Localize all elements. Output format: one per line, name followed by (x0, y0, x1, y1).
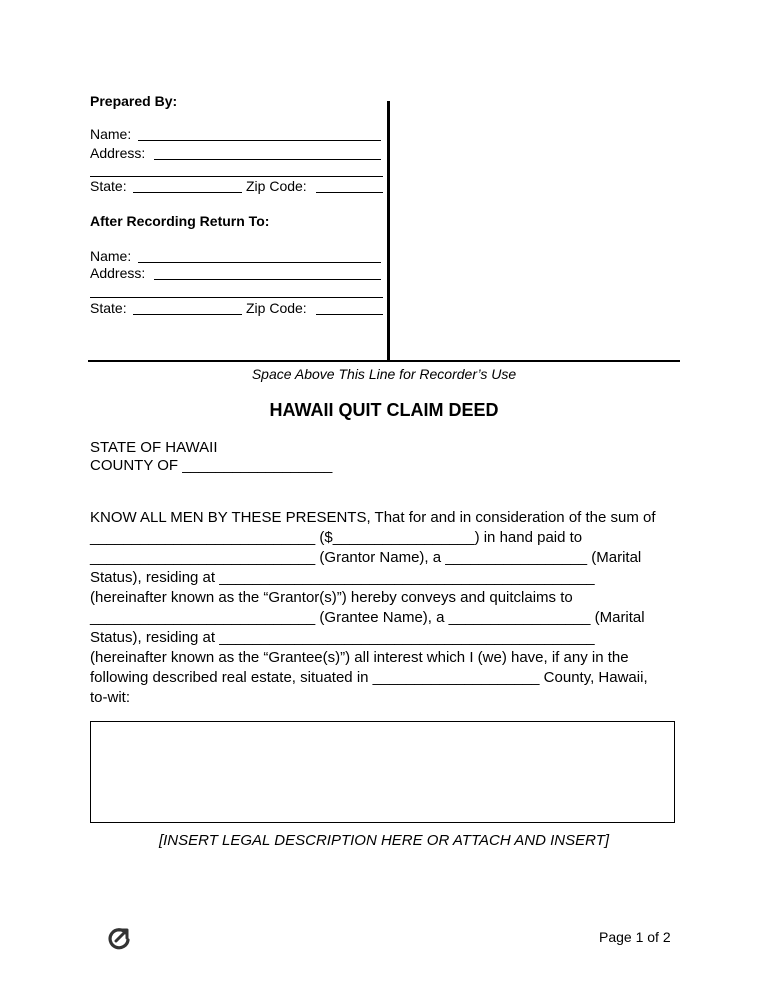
return-to-heading: After Recording Return To: (90, 213, 270, 229)
recorder-box-vertical-divider (387, 101, 390, 361)
body-line: to-wit: (90, 689, 131, 706)
body-line: Status), residing at _____________________________________________ (90, 569, 595, 586)
return-to-state-label: State: (90, 300, 127, 316)
county-line: COUNTY OF __________________ (90, 457, 333, 474)
body-line: ___________________________ (Grantor Name), a _________________ (Marital (90, 549, 642, 566)
return-to-zip-label: Zip Code: (246, 300, 307, 316)
return-to-state-field[interactable] (133, 314, 242, 315)
prepared-by-name-label: Name: (90, 126, 132, 142)
prepared-by-zip-field[interactable] (316, 192, 383, 193)
return-to-address-line-2[interactable] (90, 297, 383, 298)
return-to-address-label: Address: (90, 265, 146, 281)
prepared-by-address-line-2[interactable] (90, 176, 383, 177)
legal-description-note: [INSERT LEGAL DESCRIPTION HERE OR ATTACH AND INSERT] (158, 832, 610, 849)
body-line: ___________________________ ($_________________) in hand paid to (90, 529, 583, 546)
body-line: following described real estate, situated in ____________________ County, Hawaii, (90, 669, 648, 686)
page-number: Page 1 of 2 (599, 929, 671, 945)
recorder-use-note: Space Above This Line for Recorder’s Use (251, 366, 517, 382)
prepared-by-name-field[interactable] (138, 140, 381, 141)
prepared-by-address-field[interactable] (154, 159, 381, 160)
return-to-address-field[interactable] (154, 279, 381, 280)
document-title: HAWAII QUIT CLAIM DEED (269, 400, 499, 420)
body-line: KNOW ALL MEN BY THESE PRESENTS, That for and in consideration of the sum of (90, 509, 656, 526)
prepared-by-heading: Prepared By: (90, 93, 178, 109)
body-line: (hereinafter known as the “Grantee(s)”) all interest which I (we) have, if any in the (90, 649, 629, 666)
refresh-arrow-logo-icon (106, 925, 132, 951)
body-line: Status), residing at _____________________________________________ (90, 629, 595, 646)
legal-description-box[interactable] (90, 721, 675, 823)
prepared-by-state-field[interactable] (133, 192, 242, 193)
return-to-name-label: Name: (90, 248, 132, 264)
body-line: ___________________________ (Grantee Name), a _________________ (Marital (90, 609, 645, 626)
prepared-by-zip-label: Zip Code: (246, 178, 307, 194)
prepared-by-state-label: State: (90, 178, 127, 194)
body-line: (hereinafter known as the “Grantor(s)”) hereby conveys and quitclaims to (90, 589, 573, 606)
return-to-name-field[interactable] (138, 262, 381, 263)
state-line: STATE OF HAWAII (90, 439, 218, 456)
return-to-zip-field[interactable] (316, 314, 383, 315)
recorder-box-horizontal-divider (88, 360, 680, 362)
prepared-by-address-label: Address: (90, 145, 146, 161)
